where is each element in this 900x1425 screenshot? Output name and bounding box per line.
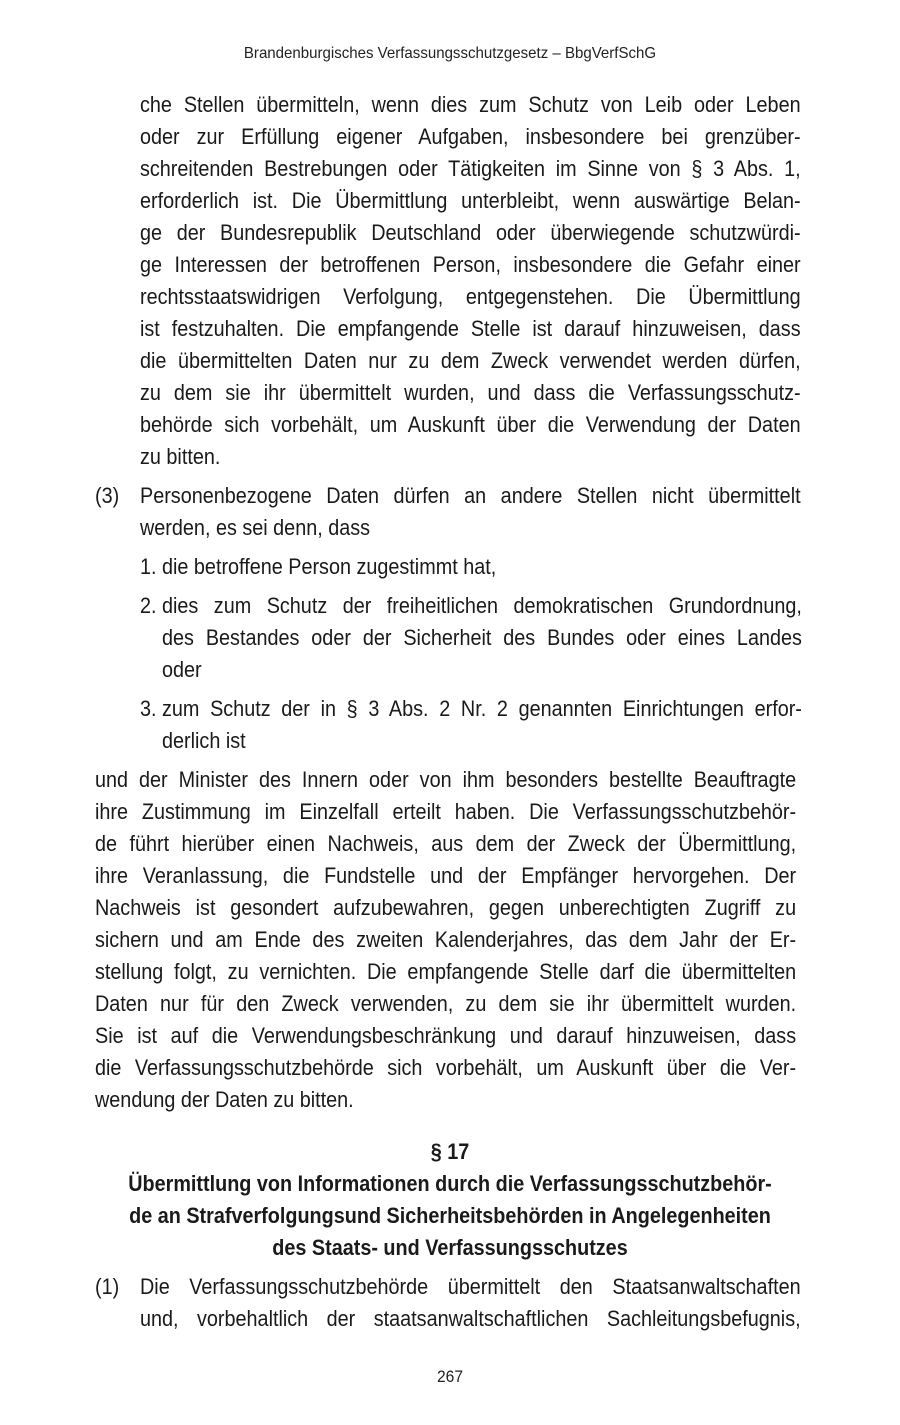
list-item-number: 3. xyxy=(140,696,157,721)
text-line: ist festzuhalten. Die empfangende Stelle ist darauf hinzuweisen, dass xyxy=(140,316,801,341)
text-line: rechtsstaatswidrigen Verfolgung, entgegenstehen. Die Übermittlung xyxy=(140,284,801,309)
text-line: de führt hierüber einen Nachweis, aus dem der Zweck der Übermittlung, xyxy=(95,831,797,856)
list-item: dies zum Schutz der freiheitlichen demokratischen Grundordnung, xyxy=(162,593,802,618)
text-line: schreitenden Bestrebungen oder Tätigkeiten im Sinne von § 3 Abs. 1, xyxy=(140,156,801,181)
text-line: Personenbezogene Daten dürfen an andere Stellen nicht übermittelt xyxy=(140,483,801,508)
text-line: werden, es sei denn, dass xyxy=(140,515,371,540)
list-item: zum Schutz der in § 3 Abs. 2 Nr. 2 genannten Einrichtungen erfor- xyxy=(162,696,802,721)
text-line: und, vorbehaltlich der staatsanwaltschaftlichen Sachleitungsbefugnis, xyxy=(140,1306,801,1331)
list-item-number: 2. xyxy=(140,593,157,618)
text-line: oder zur Erfüllung eigener Aufgaben, insbesondere bei grenzüber- xyxy=(140,124,801,149)
section-number: § 17 xyxy=(430,1139,470,1164)
text-line: erforderlich ist. Die Übermittlung unterbleibt, wenn auswärtige Belan- xyxy=(140,188,801,213)
text-line: ihre Veranlassung, die Fundstelle und der Empfänger hervorgehen. Der xyxy=(95,863,797,888)
list-item: derlich ist xyxy=(162,728,246,753)
text-line: ge Interessen der betroffenen Person, insbesondere die Gefahr einer xyxy=(140,252,801,277)
list-item: die betroffene Person zugestimmt hat, xyxy=(162,554,497,579)
section-heading: de an Strafverfolgungsund Sicherheitsbehörden in Angelegenheiten xyxy=(129,1203,771,1228)
text-line: zu bitten. xyxy=(140,444,221,469)
text-line: ge der Bundesrepublik Deutschland oder überwiegende schutzwürdi- xyxy=(140,220,801,245)
text-line: die Verfassungsschutzbehörde sich vorbehält, um Auskunft über die Ver- xyxy=(95,1055,797,1080)
section-heading: des Staats- und Verfassungsschutzes xyxy=(272,1235,628,1260)
text-line: ihre Zustimmung im Einzelfall erteilt haben. Die Verfassungsschutzbehör- xyxy=(95,799,797,824)
page-number: 267 xyxy=(436,1367,464,1386)
section-heading: Übermittlung von Informationen durch die Verfassungsschutzbehör- xyxy=(128,1171,772,1196)
text-line: die übermittelten Daten nur zu dem Zweck verwendet werden dürfen, xyxy=(140,348,801,373)
text-line: behörde sich vorbehält, um Auskunft über die Verwendung der Daten xyxy=(140,412,801,437)
text-line: Sie ist auf die Verwendungsbeschränkung und darauf hinzuweisen, dass xyxy=(95,1023,797,1048)
running-header: Brandenburgisches Verfassungsschutzgesetz – BbgVerfSchG xyxy=(243,45,657,62)
paragraph-number: (1) xyxy=(95,1274,120,1299)
text-line: sichern und am Ende des zweiten Kalenderjahres, das dem Jahr der Er- xyxy=(95,927,797,952)
text-line: che Stellen übermitteln, wenn dies zum Schutz von Leib oder Leben xyxy=(140,92,801,117)
list-item-number: 1. xyxy=(140,554,157,579)
paragraph-number: (3) xyxy=(95,483,120,508)
text-line: zu dem sie ihr übermittelt wurden, und dass die Verfassungsschutz- xyxy=(140,380,801,405)
text-line: stellung folgt, zu vernichten. Die empfangende Stelle darf die übermittelten xyxy=(95,959,797,984)
text-line: wendung der Daten zu bitten. xyxy=(95,1087,354,1112)
list-item: des Bestandes oder der Sicherheit des Bundes oder eines Landes xyxy=(162,625,802,650)
text-line: Nachweis ist gesondert aufzubewahren, gegen unberechtigten Zugriff zu xyxy=(95,895,797,920)
text-line: und der Minister des Innern oder von ihm besonders bestellte Beauftragte xyxy=(95,767,797,792)
list-item: oder xyxy=(162,657,202,682)
text-line: Die Verfassungsschutzbehörde übermittelt den Staatsanwaltschaften xyxy=(140,1274,801,1299)
text-line: Daten nur für den Zweck verwenden, zu dem sie ihr übermittelt wurden. xyxy=(95,991,797,1016)
